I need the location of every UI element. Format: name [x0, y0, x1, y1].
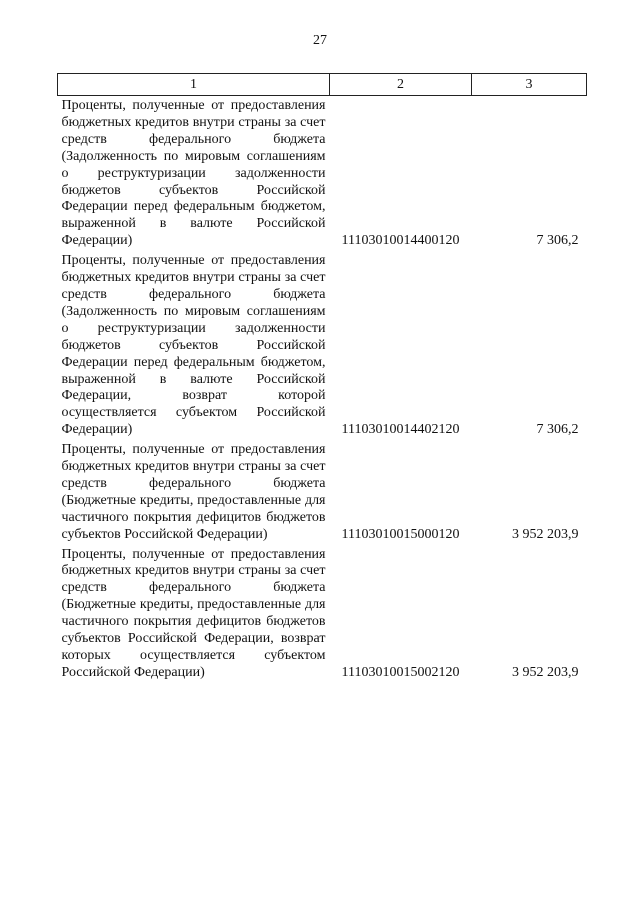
row-description: Проценты, полученные от предоставления бюджетных кредитов внутри страны за счет средств федерального бюджета (Задолженность по мировым соглашениям о реструктуризации задолженности бюджетов субъектов Российской Федерации перед федеральным бюджетом, выраженной в валюте Российской Федерации, возврат которой осуществляется субъектом Российской Федерации) — [61, 253, 326, 438]
table-row — [58, 545, 587, 683]
page-number: 27 — [313, 33, 327, 48]
row-description: Проценты, полученные от предоставления бюджетных кредитов внутри страны за счет средств федерального бюджета (Бюджетные кредиты, предоставленные для частичного покрытия дефицитов бюджетов субъектов Российской Федерации) — [61, 442, 326, 542]
row-code: 11103010015000120 — [341, 526, 460, 542]
budget-table — [57, 73, 587, 683]
row-amount: 7 306,2 — [536, 422, 579, 438]
row-description-cell — [58, 251, 330, 440]
row-description-cell — [58, 440, 330, 544]
row-code: 11103010014400120 — [341, 233, 460, 249]
table-row — [58, 96, 587, 252]
table-row — [58, 440, 587, 544]
column-header-3: 3 — [472, 74, 587, 96]
row-description: Проценты, полученные от предоставления бюджетных кредитов внутри страны за счет средств федерального бюджета (Бюджетные кредиты, предоставленные для частичного покрытия дефицитов бюджетов субъектов Российской Федерации, возврат которых осуществляется субъектом Российской Федерации) — [61, 546, 326, 680]
table-row — [58, 251, 587, 440]
row-amount: 3 952 203,9 — [512, 664, 579, 680]
column-header-1: 1 — [58, 74, 330, 96]
row-description-cell — [58, 96, 330, 252]
row-amount: 7 306,2 — [536, 233, 579, 249]
row-code: 11103010015002120 — [341, 664, 460, 680]
row-code: 11103010014402120 — [341, 422, 460, 438]
row-description-cell — [58, 545, 330, 683]
column-header-2: 2 — [330, 74, 472, 96]
row-amount: 3 952 203,9 — [512, 526, 579, 542]
table-header-row — [58, 74, 587, 96]
row-description: Проценты, полученные от предоставления бюджетных кредитов внутри страны за счет средств федерального бюджета (Задолженность по мировым соглашениям о реструктуризации задолженности бюджетов субъектов Российской Федерации перед федеральным бюджетом, выраженной в валюте Российской Федерации) — [61, 98, 326, 249]
